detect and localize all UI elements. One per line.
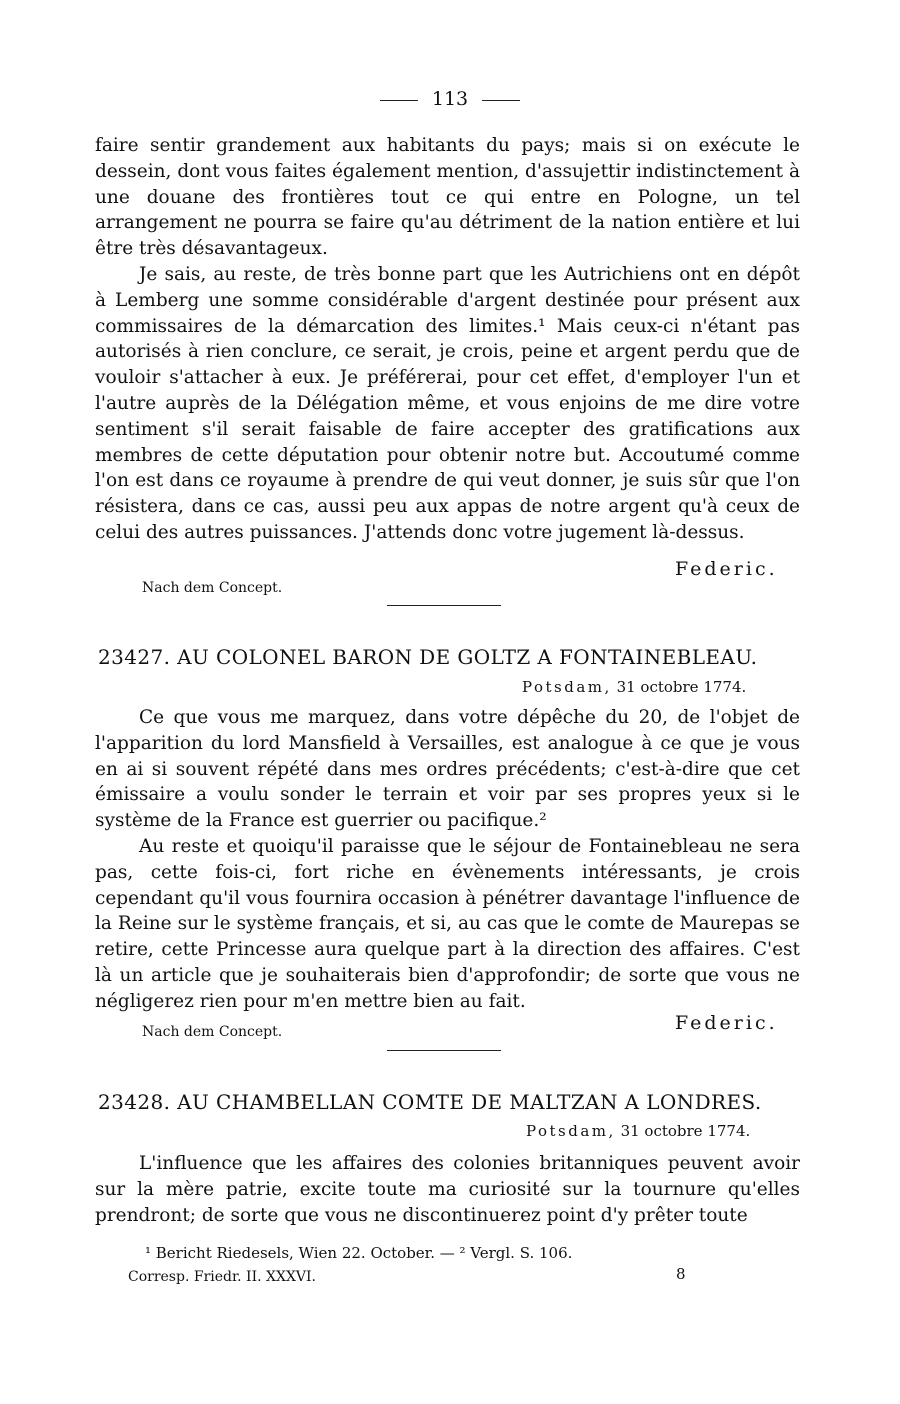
dateline-place: Potsdam, <box>522 678 612 696</box>
letter-heading: 23428. AU CHAMBELLAN COMTE DE MALTZAN A LONDRES. <box>98 1090 762 1114</box>
letter-body <box>95 705 800 1015</box>
letter-heading: 23427. AU COLONEL BARON DE GOLTZ A FONTAINEBLEAU. <box>98 645 758 669</box>
page-number: 113 <box>431 88 469 110</box>
paragraph: Au reste et quoiqu'il paraisse que le séjour de Fontainebleau ne sera pas, cette fois-ci, fort riche en évènements intéressants, je crois cependant qu'il vous fournira occasion à pénétrer davantage l'influence de la Reine sur le système français, et si, au cas que le comte de Maurepas se retire, cette Princesse aura quelque part à la direction des affaires. C'est là un article que je souhaiterais bien d'approfondir; de sorte que vous ne négligerez rien pour m'en mettre bien au fait. <box>95 835 800 1012</box>
dateline <box>526 1122 750 1140</box>
dateline-date: 31 octobre 1774. <box>616 678 747 696</box>
signature: Federic. <box>675 558 778 580</box>
section-separator <box>387 1050 501 1051</box>
source-note: Nach dem Concept. <box>142 580 283 596</box>
signature-mark: 8 <box>676 1265 686 1283</box>
signature: Federic. <box>675 1012 778 1034</box>
letter-body <box>95 1151 800 1228</box>
section-separator <box>387 605 501 606</box>
paragraph: L'influence que les affaires des colonies britanniques peuvent avoir sur la mère patrie, excite toute ma curiosité sur la tournure qu'elles prendront; de sorte que vous ne discontinuerez point d'y prêter toute <box>95 1153 800 1226</box>
dateline <box>522 678 746 696</box>
footnotes: ¹ Bericht Riedesels, Wien 22. October. — ² Vergl. S. 106. <box>145 1244 573 1262</box>
top-section-text <box>95 133 800 546</box>
paragraph: Je sais, au reste, de très bonne part que les Autrichiens ont en dépôt à Lemberg une somme considérable d'argent destinée pour présent aux commissaires de la démarcation des limites.¹ Mais ceux-ci n'étant pas autorisés à rien conclure, ce serait, je crois, peine et argent perdu que de vouloir s'attacher à eux. Je préférerai, pour cet effet, d'employer l'un et l'autre auprès de la Délégation même, et vous enjoins de me dire votre sentiment s'il serait faisable de faire accepter des gratifications aux membres de cette députation pour obtenir notre but. Accoutumé comme l'on est dans ce royaume à prendre de qui veut donner, je suis sûr que l'on résistera, dans ce cas, aussi peu aux appas de notre argent qu'à ceux de celui des autres puissances. J'attends donc votre jugement là-dessus. <box>95 263 800 543</box>
paragraph: Ce que vous me marquez, dans votre dépêche du 20, de l'objet de l'apparition du lord Mansfield à Versailles, est analogue à ce que je vous en ai si souvent répété dans mes ordres précédents; c'est-à-dire que cet émissaire a voulu sonder le terrain et voir par ses propres yeux si le système de la France est guerrier ou pacifique.² <box>95 707 800 832</box>
page-header <box>0 88 900 110</box>
volume-reference: Corresp. Friedr. II. XXXVI. <box>128 1269 316 1285</box>
dateline-date: 31 octobre 1774. <box>620 1122 751 1140</box>
paragraph: faire sentir grandement aux habitants du pays; mais si on exécute le dessein, dont vous faites également mention, d'assujettir indistinctement à une douane des frontières tout ce qui entre en Pologne, un tel arrangement ne pourra se faire qu'au détriment de la nation entière et lui être très désavantageux. <box>95 135 800 260</box>
dateline-place: Potsdam, <box>526 1122 616 1140</box>
source-note: Nach dem Concept. <box>142 1024 283 1040</box>
header-rule-right <box>482 100 520 101</box>
header-rule-left <box>380 100 418 101</box>
